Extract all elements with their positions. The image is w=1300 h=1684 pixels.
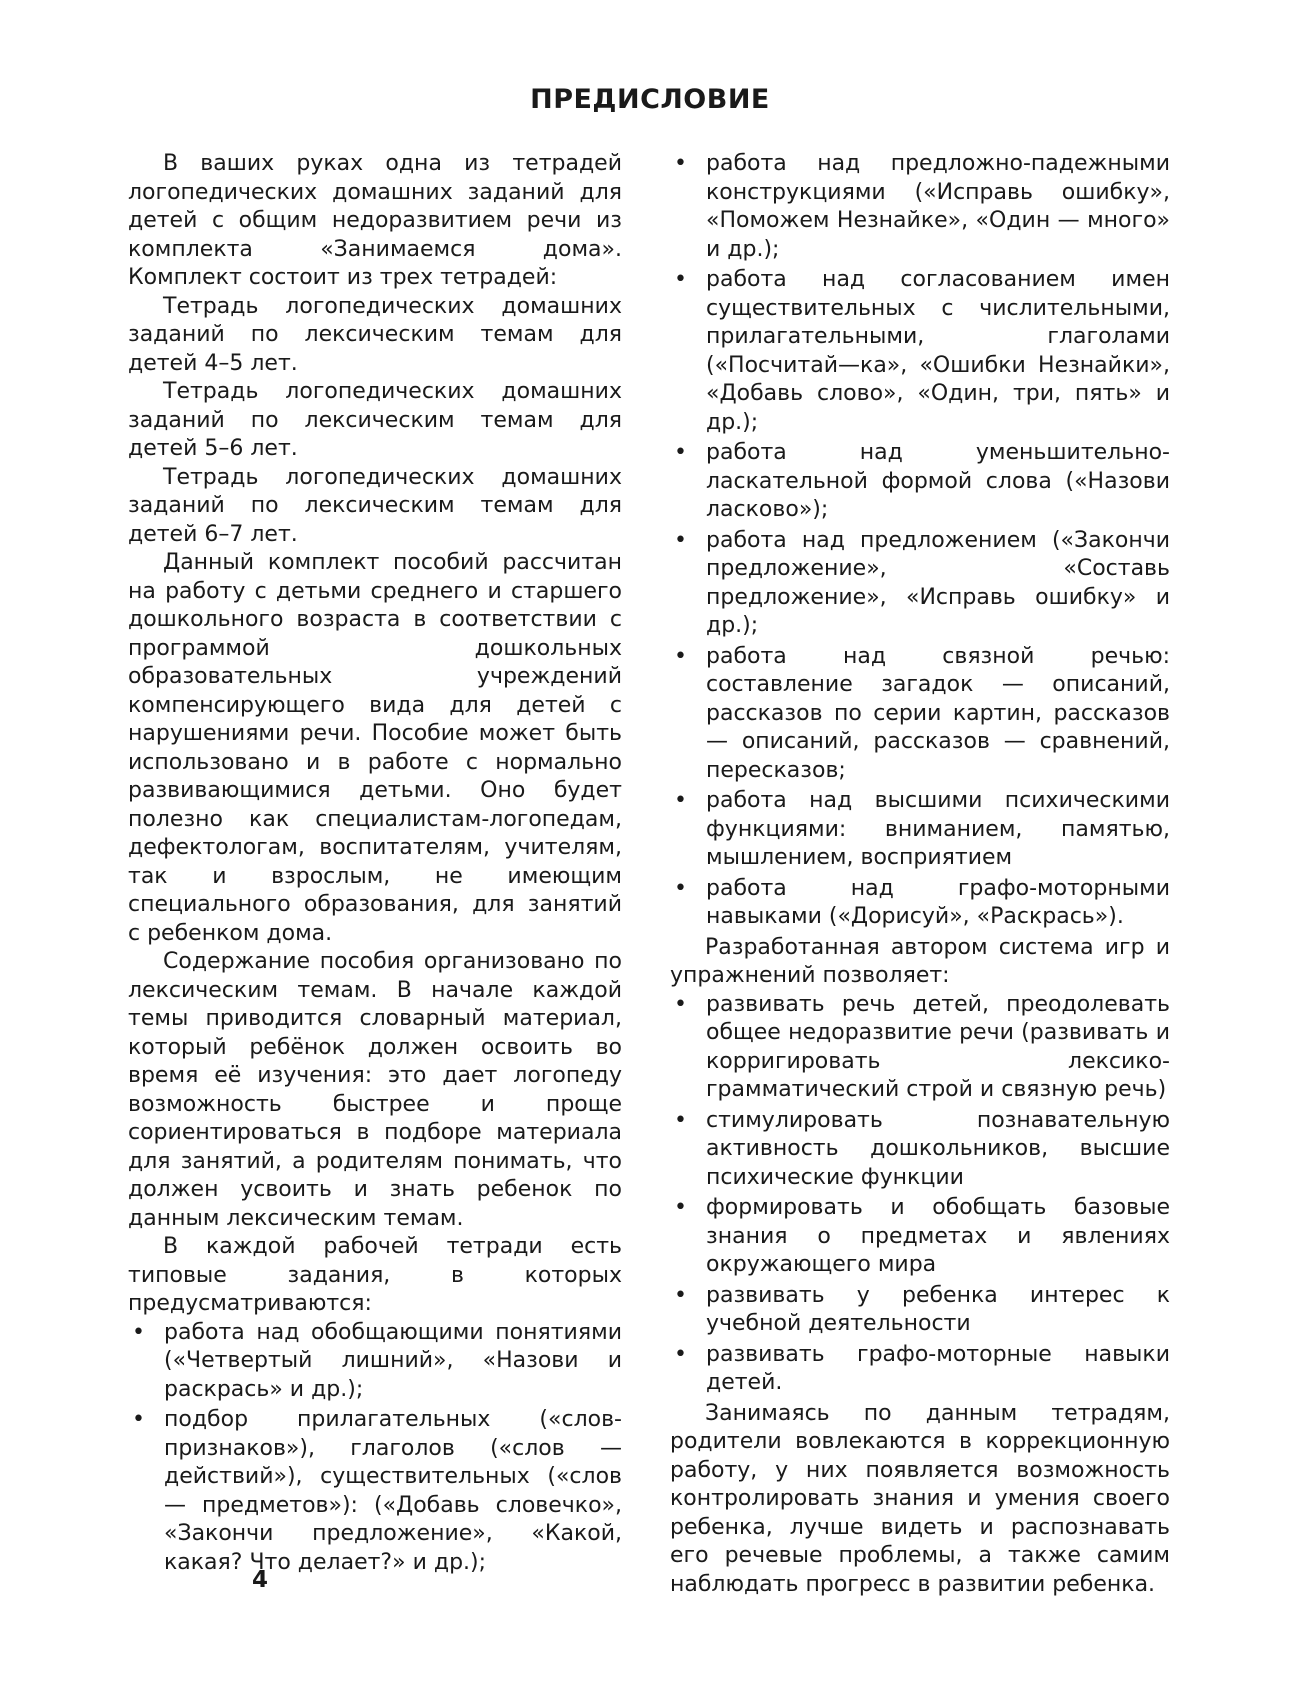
left-column [128,150,622,1579]
list-item: • работа над обобщающими понятиями («Четвертый лишний», «Назови и раскрась» и др.); [128,1319,622,1405]
list-item: • работа над графо-моторными навыками («Дорисуй», «Раскрась»). [670,875,1170,932]
list-item: • формировать и обобщать базовые знания о предметах и явлениях окружающего мира [670,1194,1170,1280]
list-item: • работа над уменьшительно-ласкательной формой слова («Назови ласково»); [670,439,1170,525]
paragraph: Данный комплект пособий рассчитан на работу с детьми среднего и старшего дошкольного возраста в соответствии с программой дошкольных образовательных учреждений компенсирующего вида для детей с нарушениями речи. Пособие может быть использовано и в работе с нормально развивающимися детьми. Оно будет полезно как специалистам-логопедам, дефектологам, воспитателям, учителям, так и взрослым, не имеющим специального образования, для занятий с ребенком дома. [128,550,622,946]
paragraph: Разработанная автором система игр и упражнений позволяет: [670,934,1170,988]
right-column [670,150,1170,1599]
list-item: • работа над предложением («Закончи предложение», «Составь предложение», «Исправь ошибку» и др.); [670,527,1170,641]
list-item: • развивать у ребенка интерес к учебной деятельности [670,1282,1170,1339]
list-item: • работа над согласованием имен существительных с числительными, прилагательными, глаголами («Посчитай—ка», «Ошибки Незнайки», «Добавь слово», «Один, три, пять» и др.); [670,266,1170,437]
paragraph: Тетрадь логопедических домашних заданий по лексическим темам для детей 6–7 лет. [128,464,622,547]
paragraph: Занимаясь по данным тетрадям, родители вовлекаются в коррекционную работу, у них появляется возможность контролировать знания и умения своего ребенка, лучше видеть и распознавать его речевые проблемы, а также самим наблюдать прогресс в развитии ребенка. [670,1400,1170,1597]
page-number: 4 [252,1567,269,1593]
list-item: • работа над связной речью: составление загадок — описаний, рассказов по серии картин, рассказов — описаний, рассказов — сравнений, пересказов; [670,643,1170,786]
list-item: • стимулировать познавательную активность дошкольников, высшие психические функции [670,1107,1170,1193]
list-item: • подбор прилагательных («слов-признаков»), глаголов («слов — действий»), существительных («слов — предметов»): («Добавь словечко», «Закончи предложение», «Какой, какая? Что делает?» и др.); [128,1406,622,1577]
bullet-list [670,150,1170,932]
paragraph: В ваших руках одна из тетрадей логопедических домашних заданий для детей с общим недоразвитием речи из комплекта «Занимаемся дома». Комплект состоит из трех тетрадей: [128,151,622,290]
page-title: ПРЕДИСЛОВИЕ [530,84,770,115]
paragraph: Содержание пособия организовано по лексическим темам. В начале каждой темы приводится словарный материал, который ребёнок должен освоить во время её изучения: это дает логопеду возможность быстрее и проще сориентироваться в подборе материала для занятий, а родителям понимать, что должен усвоить и знать ребенок по данным лексическим темам. [128,949,622,1231]
list-item: • развивать графо-моторные навыки детей. [670,1341,1170,1398]
paragraph: В каждой рабочей тетради есть типовые задания, в которых предусматриваются: [128,1234,622,1316]
paragraph: Тетрадь логопедических домашних заданий по лексическим темам для детей 4–5 лет. [128,293,622,376]
list-item: • работа над предложно-падежными конструкциями («Исправь ошибку», «Поможем Незнайке», «Один — много» и др.); [670,150,1170,264]
list-item: • работа над высшими психическими функциями: вниманием, памятью, мышлением, восприятием [670,787,1170,873]
list-item: • развивать речь детей, преодолевать общее недоразвитие речи (развивать и корригировать лексико-грамматический строй и связную речь) [670,991,1170,1105]
bullet-list [128,1319,622,1578]
paragraph: Тетрадь логопедических домашних заданий по лексическим темам для детей 5–6 лет. [128,379,622,461]
bullet-list [670,991,1170,1398]
